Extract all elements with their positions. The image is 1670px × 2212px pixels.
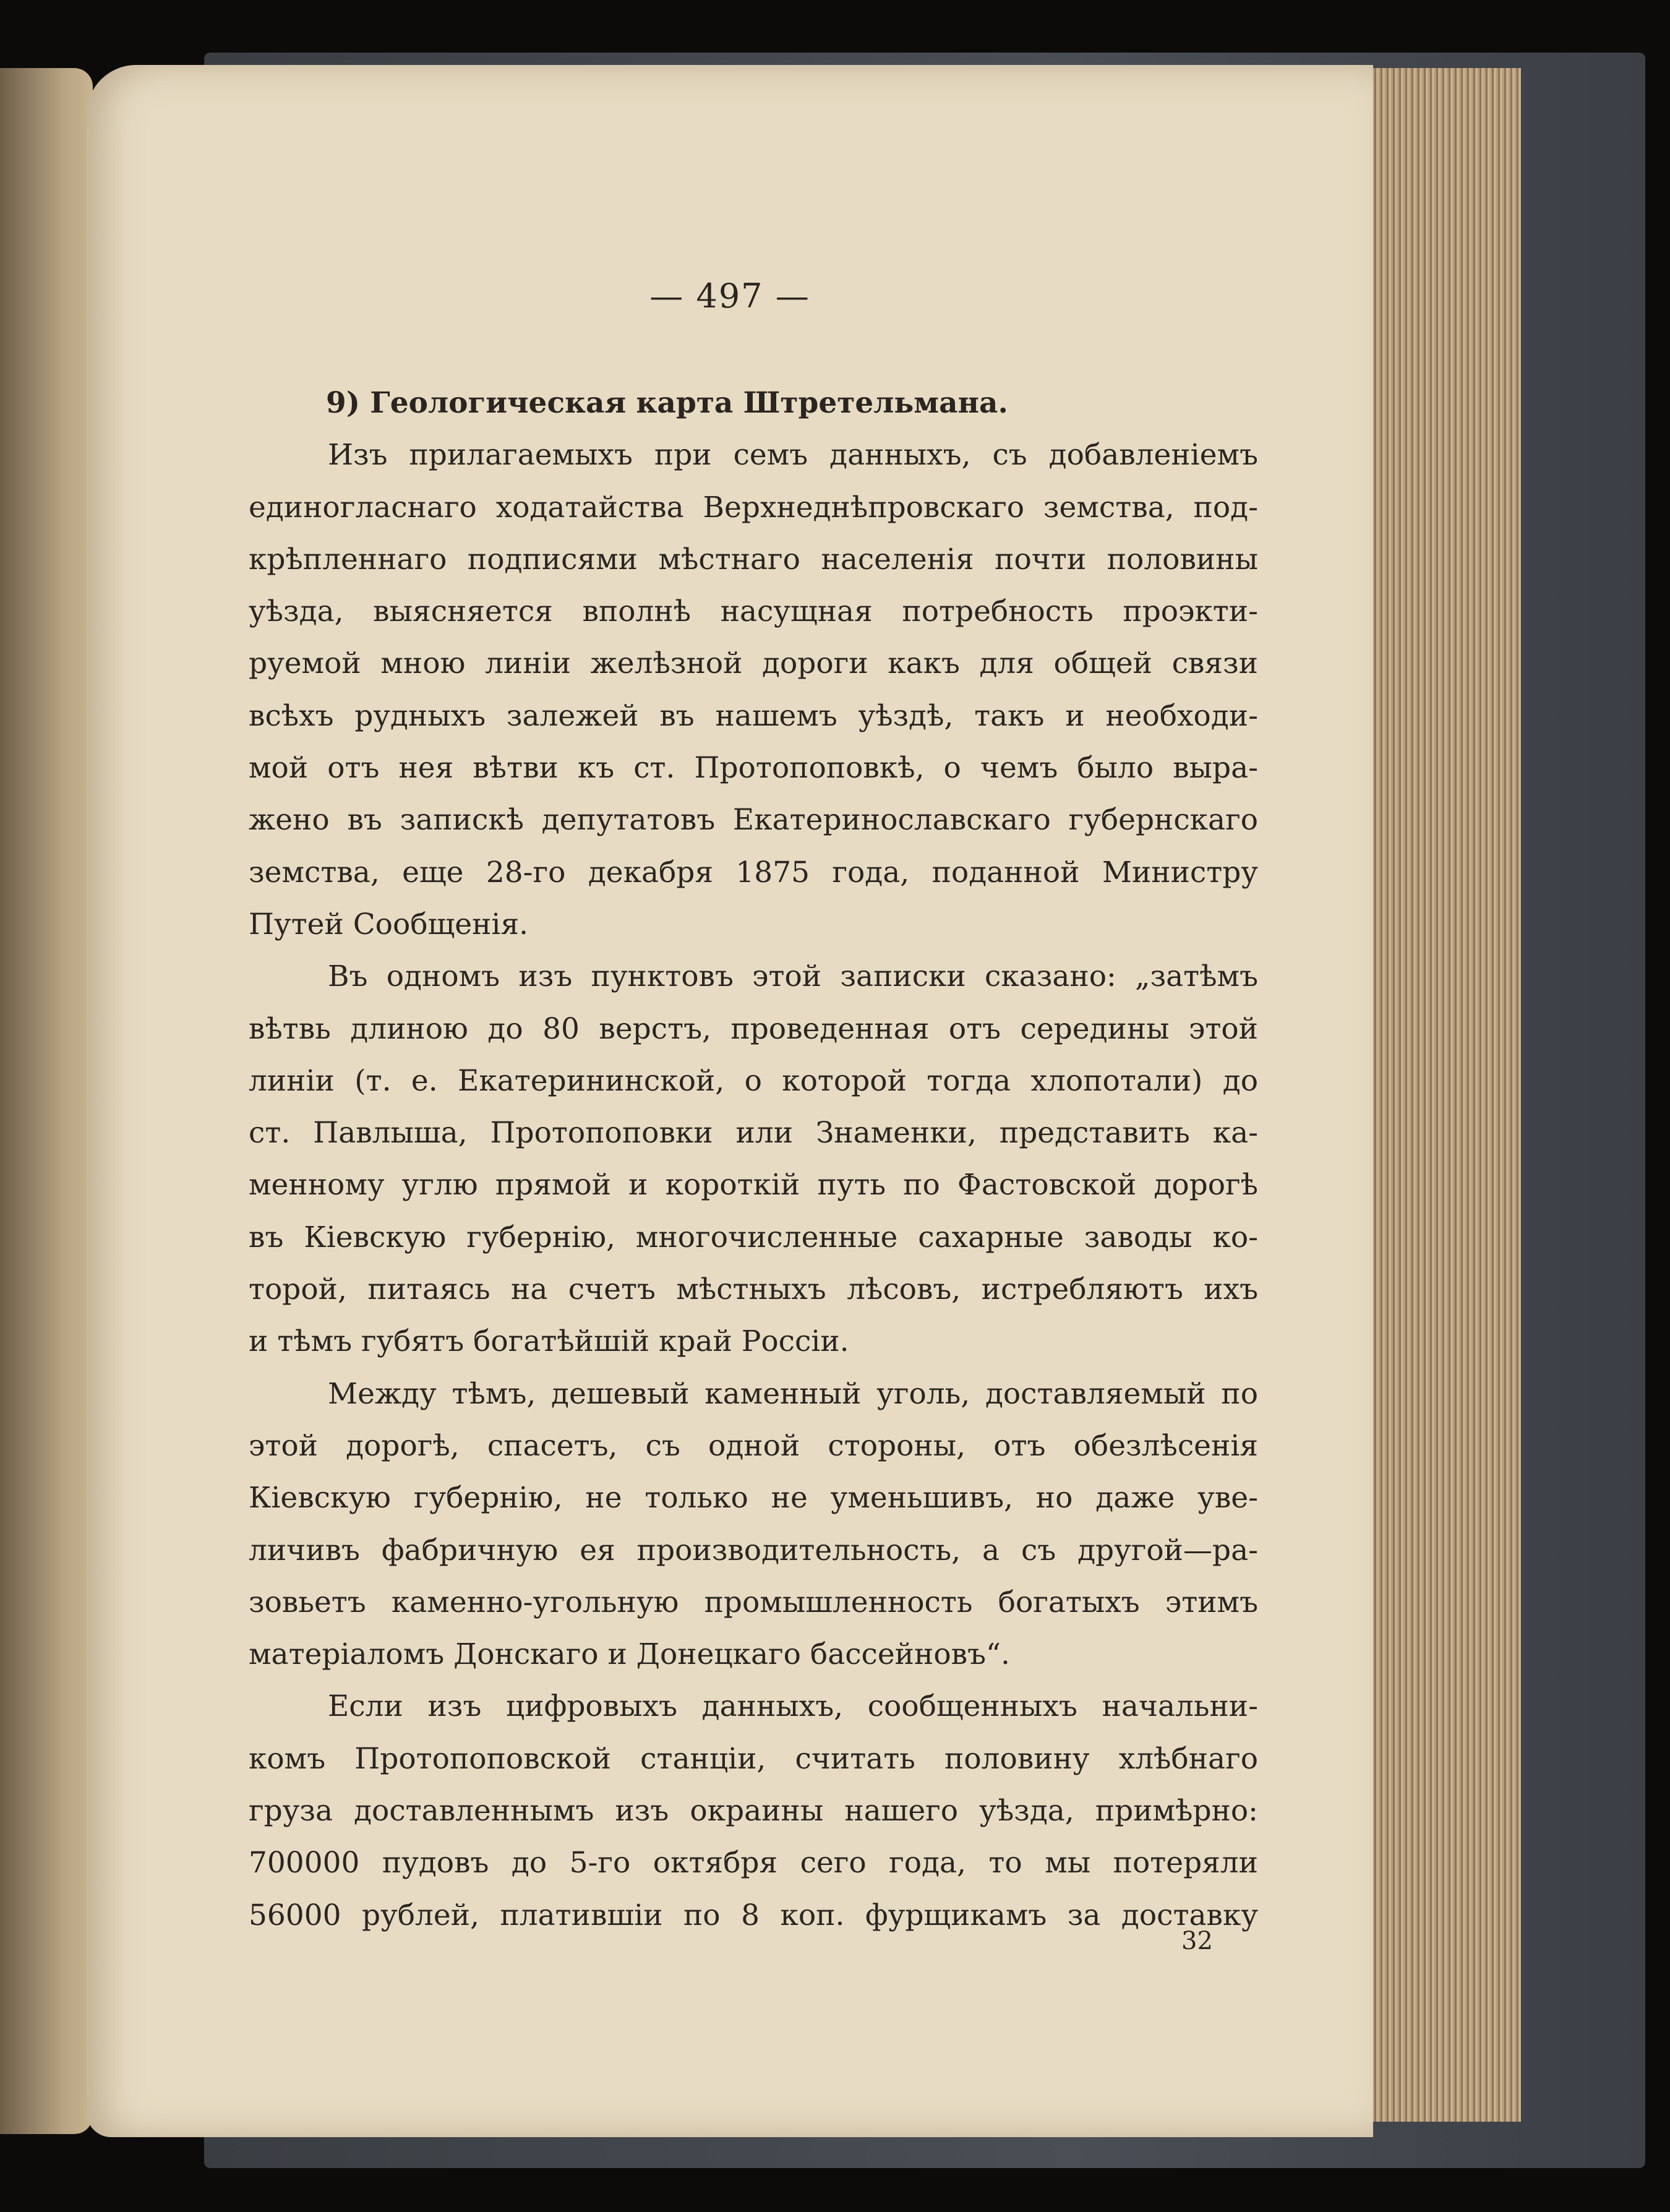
previous-page-edge	[0, 68, 93, 2134]
text-line: Кіевскую губернію, не только не уменьшивъ, но даже уве-	[249, 1481, 1258, 1515]
text-line: линіи (т. е. Екатерининской, о которой тогда хлопотали) до	[249, 1063, 1258, 1098]
text-line: Изъ прилагаемыхъ при семъ данныхъ, съ добавленіемъ	[328, 438, 1258, 473]
text-line: единогласнаго ходатайства Верхнеднѣпровскаго земства, под-	[249, 490, 1258, 525]
section-heading: 9) Геологическая карта Штретельмана.	[326, 386, 1008, 420]
text-line: руемой мною линіи желѣзной дороги какъ для общей связи	[249, 646, 1258, 681]
text-line: этой дорогѣ, спасетъ, съ одной стороны, отъ обезлѣсенія	[249, 1428, 1258, 1463]
text-line: вѣтвь длиною до 80 верстъ, проведенная отъ середины этой	[249, 1011, 1258, 1046]
text-line: въ Кіевскую губернію, многочисленные сахарные заводы ко-	[249, 1220, 1258, 1254]
text-line: и тѣмъ губятъ богатѣйшій край Россіи.	[249, 1324, 849, 1359]
text-line: 56000 рублей, платившіи по 8 коп. фурщикамъ за доставку	[249, 1898, 1258, 1932]
page-block-edges	[1370, 68, 1521, 2122]
text-line: земства, еще 28-го декабря 1875 года, поданной Министру	[249, 855, 1258, 890]
text-line: Если изъ цифровыхъ данныхъ, сообщенныхъ начальни-	[328, 1689, 1258, 1724]
text-line: уѣзда, выясняется вполнѣ насущная потребность проэкти-	[249, 594, 1258, 629]
text-line: личивъ фабричную ея производительность, а съ другой—ра-	[249, 1533, 1258, 1567]
text-line: Въ одномъ изъ пунктовъ этой записки сказано: „затѣмъ	[328, 959, 1258, 994]
signature-mark: 32	[1181, 1927, 1213, 1955]
text-line: менному углю прямой и короткій путь по Фастовской дорогѣ	[249, 1168, 1258, 1202]
text-line: всѣхъ рудныхъ залежей въ нашемъ уѣздѣ, такъ и необходи-	[249, 698, 1258, 733]
text-line: мой отъ нея вѣтви къ ст. Протопоповкѣ, о чемъ было выра-	[249, 751, 1258, 786]
text-line: зовьетъ каменно-угольную промышленность богатыхъ этимъ	[249, 1585, 1258, 1619]
text-line: комъ Протопоповской станціи, считать половину хлѣбнаго	[249, 1741, 1258, 1776]
page-number: — 497 —	[649, 276, 810, 315]
text-line: Между тѣмъ, дешевый каменный уголь, доставляемый по	[328, 1376, 1258, 1411]
text-line: крѣпленнаго подписями мѣстнаго населенія почти половины	[249, 542, 1258, 577]
text-line: 700000 пудовъ до 5-го октября сего года, то мы потеряли	[249, 1846, 1258, 1880]
text-line: жено въ запискѣ депутатовъ Екатеринославскаго губернскаго	[249, 803, 1258, 838]
page-text	[249, 377, 1258, 1942]
text-line: матеріаломъ Донскаго и Донецкаго бассейновъ“.	[249, 1637, 1010, 1672]
text-line: Путей Сообщенія.	[249, 907, 529, 941]
text-line: ст. Павлыша, Протопоповки или Знаменки, представить ка-	[249, 1116, 1258, 1151]
book-page	[87, 65, 1373, 2137]
text-line: груза доставленнымъ изъ окраины нашего уѣзда, примѣрно:	[249, 1794, 1258, 1828]
text-line: торой, питаясь на счетъ мѣстныхъ лѣсовъ, истребляютъ ихъ	[249, 1272, 1258, 1307]
